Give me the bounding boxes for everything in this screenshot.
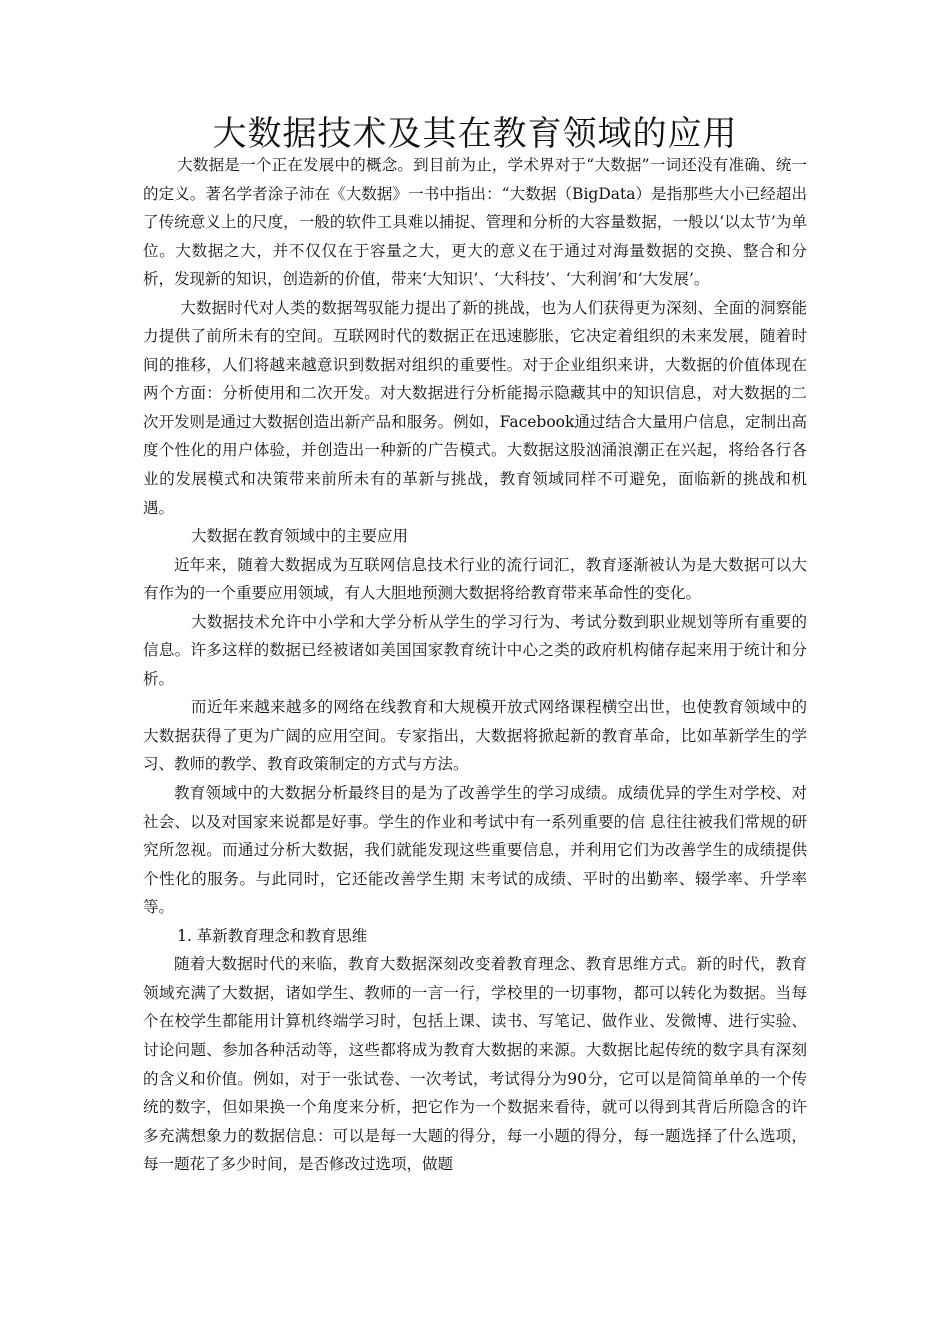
section-heading-education-applications: 大数据在教育领域中的主要应用 — [191, 527, 409, 546]
paragraph-student-data-analysis: 大数据技术允许中小学和大学分析从学生的学习行为、考试分数到职业规划等所有重要的信息。许多这样的数据已经被诸如美国国家教育统计中心之类的政府机构储存起来用于统计和分析。 — [143, 612, 807, 688]
paragraph-learning-performance: 教育领域中的大数据分析最终目的是为了改善学生的学习成绩。成绩优异的学生对学校、对社会、以及对国家来说都是好事。学生的作业和考试中有一系列重要的信 息往往被我们常规的研究所忽视。而通过分析大数据，我们就能发现这些重要信息，并利用它们为改善学生的成绩提供个性化的服务。与此同时，它还能改善学生期 末考试的成绩、平时的出勤率、辍学率、升学率等。 — [143, 784, 807, 917]
paragraph-education-field: 近年来，随着大数据成为互联网信息技术行业的流行词汇，教育逐渐被认为是大数据可以大有作为的一个重要应用领域，有人大胆地预测大数据将给教育带来革命性的变化。 — [143, 555, 807, 603]
paragraph-education-thinking: 随着大数据时代的来临，教育大数据深刻改变着教育理念、教育思维方式。新的时代，教育领域充满了大数据，诸如学生、教师的一言一行，学校里的一切事物，都可以转化为数据。当每个在校学生都能用计算机终端学习时，包括上课、读书、写笔记、做作业、发微博、进行实验、讨论问题、参加各种活动等，这些都将成为教育大数据的来源。大数据比起传统的数字具有深刻的含义和价值。例如，对于一张试卷、一次考试，考试得分为90分，它可以是简简单单的一个传统的数字，但如果换一个角度来分析，把它作为一个数据来看待，就可以得到其背后所隐含的许多充满想象力的数据信息：可以是每一大题的得分，每一小题的得分，每一题选择了什么选项，每一题花了多少时间，是否修改过选项，做题 — [143, 955, 807, 1174]
document-body — [143, 151, 807, 1179]
list-heading-education-philosophy: 1. 革新教育理念和教育思维 — [177, 926, 368, 945]
paragraph-big-data-era: 大数据时代对人类的数据驾驭能力提出了新的挑战，也为人们获得更为深刻、全面的洞察能力提供了前所未有的空间。互联网时代的数据正在迅速膨胀，它决定着组织的未来发展，随着时间的推移，人们将越来越意识到数据对组织的重要性。对于企业组织来讲，大数据的价值体现在两个方面：分析使用和二次开发。对大数据进行分析能揭示隐藏其中的知识信息，对大数据的二次开发则是通过大数据创造出新产品和服务。例如，Facebook通过结合大量用户信息，定制出高度个性化的用户体验，并创造出一种新的广告模式。大数据这股汹涌浪潮正在兴起，将给各行各业的发展模式和决策带来前所未有的革新与挑战，教育领域同样不可避免，面临新的挑战和机遇。 — [143, 298, 807, 517]
document-title: 大数据技术及其在教育领域的应用 — [212, 114, 738, 154]
paragraph-online-education: 而近年来越来越多的网络在线教育和大规模开放式网络课程横空出世，也使教育领域中的大数据获得了更为广阔的应用空间。专家指出，大数据将掀起新的教育革命，比如革新学生的学习、教师的教学、教育政策制定的方式与方法。 — [143, 698, 807, 774]
paragraph-big-data-definition: 大数据是一个正在发展中的概念。到目前为止，学术界对于“大数据”一词还没有准确、统一的定义。著名学者涂子沛在《大数据》一书中指出：“大数据（BigData）是指那些大小已经超出了传统意义上的尺度，一般的软件工具难以捕捉、管理和分析的大容量数据，一般以‘以太节’为单位。大数据之大，并不仅仅在于容量之大，更大的意义在于通过对海量数据的交换、整合和分析，发现新的知识，创造新的价值，带来‘大知识’、‘大科技’、‘大利润’和‘大发展’。 — [143, 156, 807, 289]
